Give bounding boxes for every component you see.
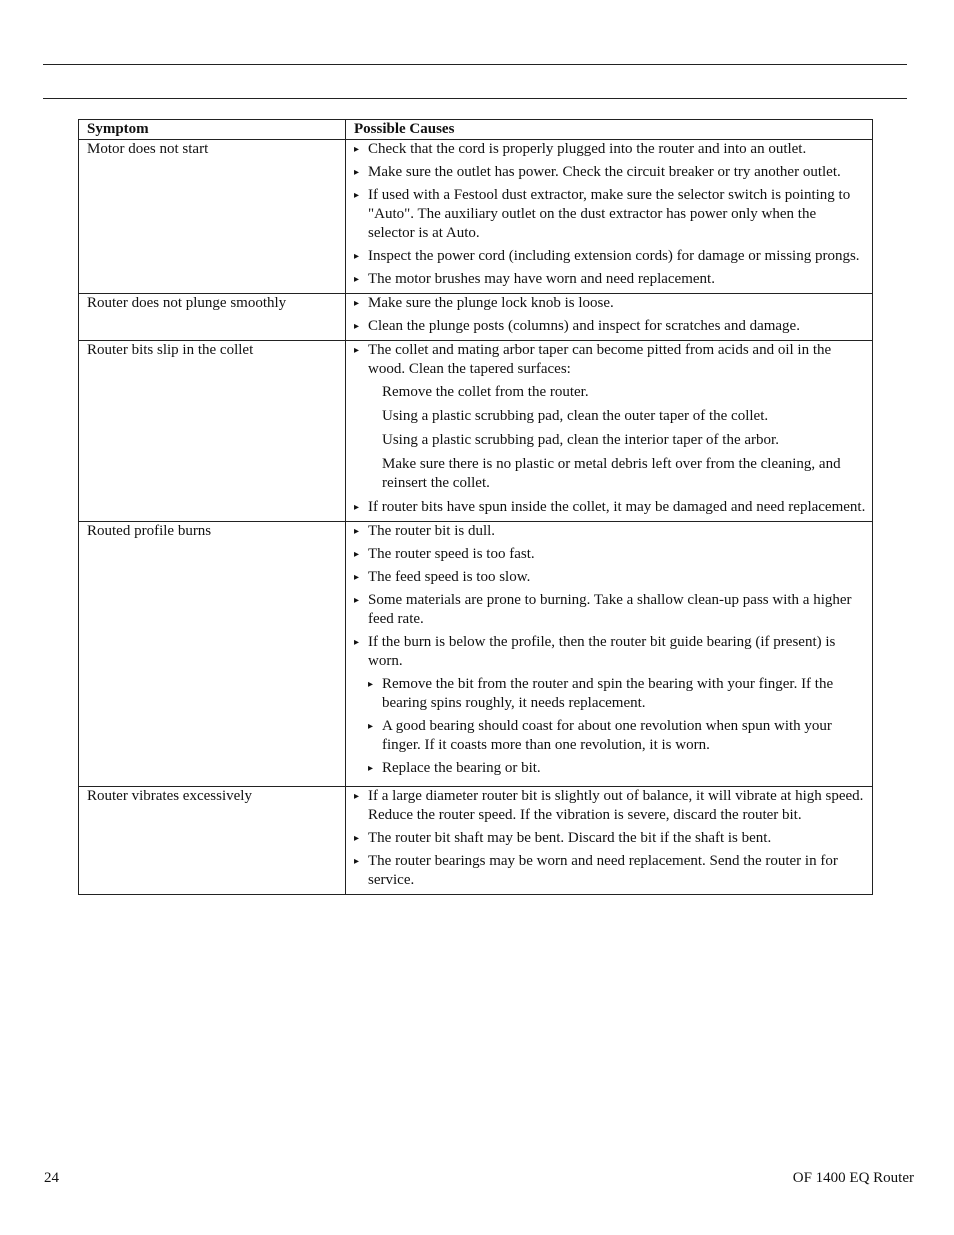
cause-item: ▸ Make sure the outlet has power. Check the circuit breaker or try another outlet. bbox=[354, 163, 866, 182]
symptom-cell: Motor does not start bbox=[79, 140, 346, 294]
cause-item: ▸ The router speed is too fast. bbox=[354, 545, 866, 564]
causes-list bbox=[354, 140, 866, 289]
cause-subitem: ▸ A good bearing should coast for about one revolution when spun with your finger. If it coasts more than one revolution, it is worn. bbox=[354, 717, 866, 755]
causes-cell bbox=[346, 787, 873, 895]
table-row bbox=[79, 140, 873, 294]
causes-list bbox=[354, 787, 866, 890]
cause-item: ▸ Inspect the power cord (including extension cords) for damage or missing prongs. bbox=[354, 247, 866, 266]
symptom-cell: Router does not plunge smoothly bbox=[79, 294, 346, 341]
table-row bbox=[79, 294, 873, 341]
column-header-possible-causes: Possible Causes bbox=[346, 120, 873, 140]
causes-cell bbox=[346, 140, 873, 294]
symptom-cell: Router vibrates excessively bbox=[79, 787, 346, 895]
column-header-symptom: Symptom bbox=[79, 120, 346, 140]
causes-cell bbox=[346, 341, 873, 522]
cause-item: ▸ If router bits have spun inside the collet, it may be damaged and need replacement. bbox=[354, 498, 866, 517]
cause-item: ▸ If the burn is below the profile, then the router bit guide bearing (if present) is worn. bbox=[354, 633, 866, 671]
cause-step: Using a plastic scrubbing pad, clean the interior taper of the arbor. bbox=[382, 432, 779, 448]
causes-cell bbox=[346, 522, 873, 787]
cause-item: ▸ The motor brushes may have worn and need replacement. bbox=[354, 270, 866, 289]
cause-item: ▸ The router bit is dull. bbox=[354, 522, 866, 541]
header-rule-bottom bbox=[43, 98, 907, 99]
table-row bbox=[79, 341, 873, 522]
symptom-cell: Router bits slip in the collet bbox=[79, 341, 346, 522]
cause-step: Make sure there is no plastic or metal debris left over from the cleaning, and reinsert the collet. bbox=[382, 456, 841, 491]
cause-step: Using a plastic scrubbing pad, clean the outer taper of the collet. bbox=[382, 408, 769, 424]
table-row bbox=[79, 787, 873, 895]
cause-item: ▸ Make sure the plunge lock knob is loose. bbox=[354, 294, 866, 313]
cause-item: ▸ The feed speed is too slow. bbox=[354, 568, 866, 587]
footer-product-name: OF 1400 EQ Router bbox=[792, 1170, 914, 1186]
causes-list bbox=[354, 522, 866, 778]
cause-subitem: ▸ Replace the bearing or bit. bbox=[354, 759, 866, 778]
cause-item: ▸ If used with a Festool dust extractor, make sure the selector switch is pointing to "Auto". The auxiliary outlet on the dust extractor has power only when the selector is at Auto. bbox=[354, 186, 866, 243]
table-body bbox=[79, 140, 873, 895]
cause-item: ▸ The router bit shaft may be bent. Discard the bit if the shaft is bent. bbox=[354, 829, 866, 848]
cause-item: ▸ Some materials are prone to burning. Take a shallow clean-up pass with a higher feed rate. bbox=[354, 591, 866, 629]
cause-step: Remove the collet from the router. bbox=[382, 384, 589, 400]
table-header-row bbox=[79, 120, 873, 140]
causes-list bbox=[354, 341, 866, 517]
symptom-cell: Routed profile burns bbox=[79, 522, 346, 787]
cause-item: ▸ The router bearings may be worn and need replacement. Send the router in for service. bbox=[354, 852, 866, 890]
troubleshooting-table bbox=[78, 119, 873, 895]
cause-item: ▸ If a large diameter router bit is slightly out of balance, it will vibrate at high speed. Reduce the router speed. If the vibration is severe, discard the router bit. bbox=[354, 787, 866, 825]
header-rule-top bbox=[43, 64, 907, 65]
cause-item: ▸ The collet and mating arbor taper can become pitted from acids and oil in the wood. Clean the tapered surfaces: bbox=[354, 341, 866, 379]
table-row bbox=[79, 522, 873, 787]
cause-subitem: ▸ Remove the bit from the router and spin the bearing with your finger. If the bearing spins roughly, it needs replacement. bbox=[354, 675, 866, 713]
cause-item: ▸ Check that the cord is properly plugged into the router and into an outlet. bbox=[354, 140, 866, 159]
page-number: 24 bbox=[44, 1170, 59, 1186]
causes-cell bbox=[346, 294, 873, 341]
causes-list bbox=[354, 294, 866, 336]
cause-item: ▸ Clean the plunge posts (columns) and inspect for scratches and damage. bbox=[354, 317, 866, 336]
